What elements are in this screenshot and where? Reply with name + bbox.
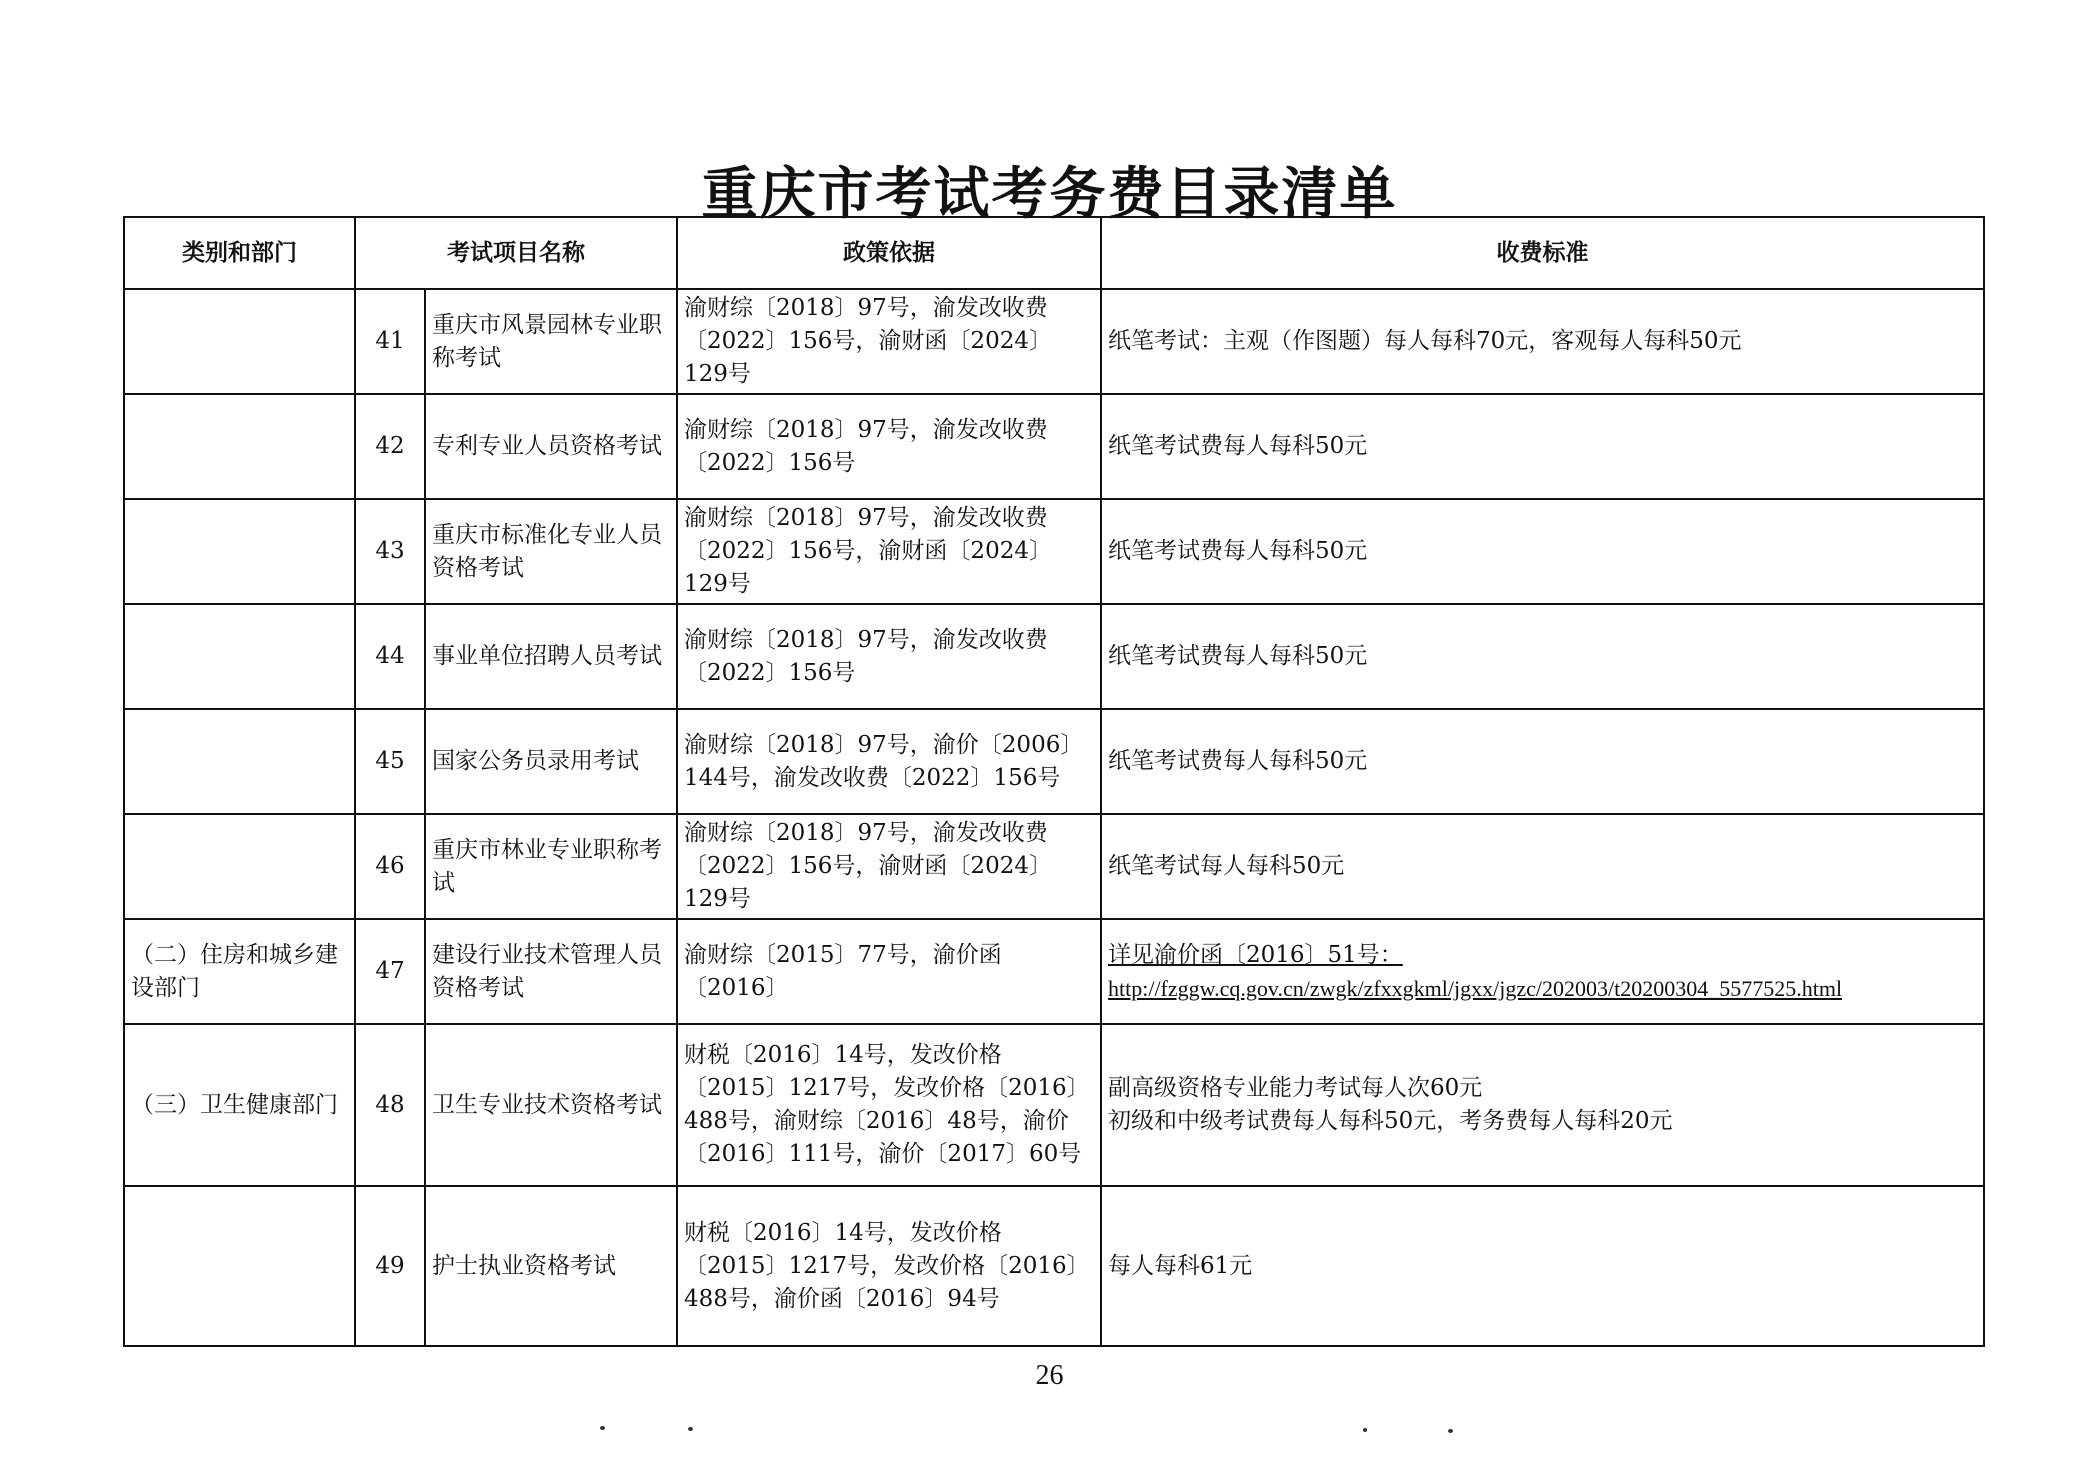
cell-number: 49 (355, 1186, 425, 1346)
cell-fee (1101, 1024, 1984, 1186)
header-category: 类别和部门 (124, 217, 355, 289)
table-row (124, 604, 1984, 709)
header-policy: 政策依据 (677, 217, 1101, 289)
cell-category (124, 289, 355, 394)
cell-policy: 渝财综〔2018〕97号，渝发改收费〔2022〕156号，渝财函〔2024〕129号 (677, 499, 1101, 604)
table-row (124, 814, 1984, 919)
fee-reference: 详见渝价函〔2016〕51号： (1108, 941, 1403, 968)
cell-exam-name: 重庆市风景园林专业职称考试 (425, 289, 677, 394)
header-exam-name: 考试项目名称 (355, 217, 677, 289)
cell-exam-name: 国家公务员录用考试 (425, 709, 677, 814)
table-row (124, 709, 1984, 814)
cell-policy: 渝财综〔2018〕97号，渝发改收费〔2022〕156号 (677, 394, 1101, 499)
cell-fee: 纸笔考试费每人每科50元 (1101, 709, 1984, 814)
cell-policy: 渝财综〔2018〕97号，渝发改收费〔2022〕156号 (677, 604, 1101, 709)
cell-policy: 财税〔2016〕14号，发改价格〔2015〕1217号，发改价格〔2016〕488号，渝财综〔2016〕48号，渝价〔2016〕111号，渝价〔2017〕60号 (677, 1024, 1101, 1186)
header-fee: 收费标准 (1101, 217, 1984, 289)
cell-number: 44 (355, 604, 425, 709)
table-row (124, 289, 1984, 394)
cell-category (124, 604, 355, 709)
scan-speck (1448, 1429, 1453, 1433)
fee-table (123, 216, 1985, 1347)
cell-fee: 纸笔考试：主观（作图题）每人每科70元，客观每人每科50元 (1101, 289, 1984, 394)
cell-number: 46 (355, 814, 425, 919)
table-row (124, 394, 1984, 499)
cell-exam-name: 事业单位招聘人员考试 (425, 604, 677, 709)
cell-category (124, 709, 355, 814)
scan-speck (688, 1427, 693, 1431)
cell-number: 48 (355, 1024, 425, 1186)
cell-number: 42 (355, 394, 425, 499)
table-row (124, 919, 1984, 1024)
table-row (124, 1024, 1984, 1186)
table-header-row (124, 217, 1984, 289)
cell-policy: 渝财综〔2015〕77号，渝价函〔2016〕 (677, 919, 1101, 1024)
fee-line: 副高级资格专业能力考试每人次60元 (1108, 1075, 1483, 1101)
cell-fee: 纸笔考试费每人每科50元 (1101, 604, 1984, 709)
cell-number: 43 (355, 499, 425, 604)
cell-policy: 渝财综〔2018〕97号，渝发改收费〔2022〕156号，渝财函〔2024〕129号 (677, 814, 1101, 919)
cell-policy: 财税〔2016〕14号，发改价格〔2015〕1217号，发改价格〔2016〕488号，渝价函〔2016〕94号 (677, 1186, 1101, 1346)
scan-speck (1363, 1428, 1367, 1432)
cell-category (124, 499, 355, 604)
cell-category (124, 394, 355, 499)
cell-policy: 渝财综〔2018〕97号，渝发改收费〔2022〕156号，渝财函〔2024〕129号 (677, 289, 1101, 394)
cell-category: （三）卫生健康部门 (124, 1024, 355, 1186)
cell-fee: 纸笔考试费每人每科50元 (1101, 394, 1984, 499)
cell-category: （二）住房和城乡建设部门 (124, 919, 355, 1024)
cell-exam-name: 专利专业人员资格考试 (425, 394, 677, 499)
cell-fee: 纸笔考试每人每科50元 (1101, 814, 1984, 919)
table-row (124, 499, 1984, 604)
fee-line: 初级和中级考试费每人每科50元，考务费每人每科20元 (1108, 1108, 1673, 1134)
cell-fee (1101, 919, 1984, 1024)
cell-policy: 渝财综〔2018〕97号，渝价〔2006〕144号，渝发改收费〔2022〕156号 (677, 709, 1101, 814)
fee-url-link[interactable]: http://fzggw.cq.gov.cn/zwgk/zfxxgkml/jgxx/jgzc/202003/t20200304_5577525.html (1108, 975, 1843, 1001)
cell-fee: 每人每科61元 (1101, 1186, 1984, 1346)
cell-number: 47 (355, 919, 425, 1024)
cell-number: 41 (355, 289, 425, 394)
cell-exam-name: 建设行业技术管理人员资格考试 (425, 919, 677, 1024)
table-row (124, 1186, 1984, 1346)
cell-number: 45 (355, 709, 425, 814)
page-number: 26 (1035, 1360, 1064, 1391)
scan-speck (600, 1426, 605, 1430)
cell-exam-name: 重庆市林业专业职称考试 (425, 814, 677, 919)
cell-fee: 纸笔考试费每人每科50元 (1101, 499, 1984, 604)
cell-exam-name: 卫生专业技术资格考试 (425, 1024, 677, 1186)
cell-exam-name: 护士执业资格考试 (425, 1186, 677, 1346)
cell-category (124, 1186, 355, 1346)
cell-exam-name: 重庆市标准化专业人员资格考试 (425, 499, 677, 604)
page-title: 重庆市考试考务费目录清单 (701, 162, 1398, 227)
cell-category (124, 814, 355, 919)
